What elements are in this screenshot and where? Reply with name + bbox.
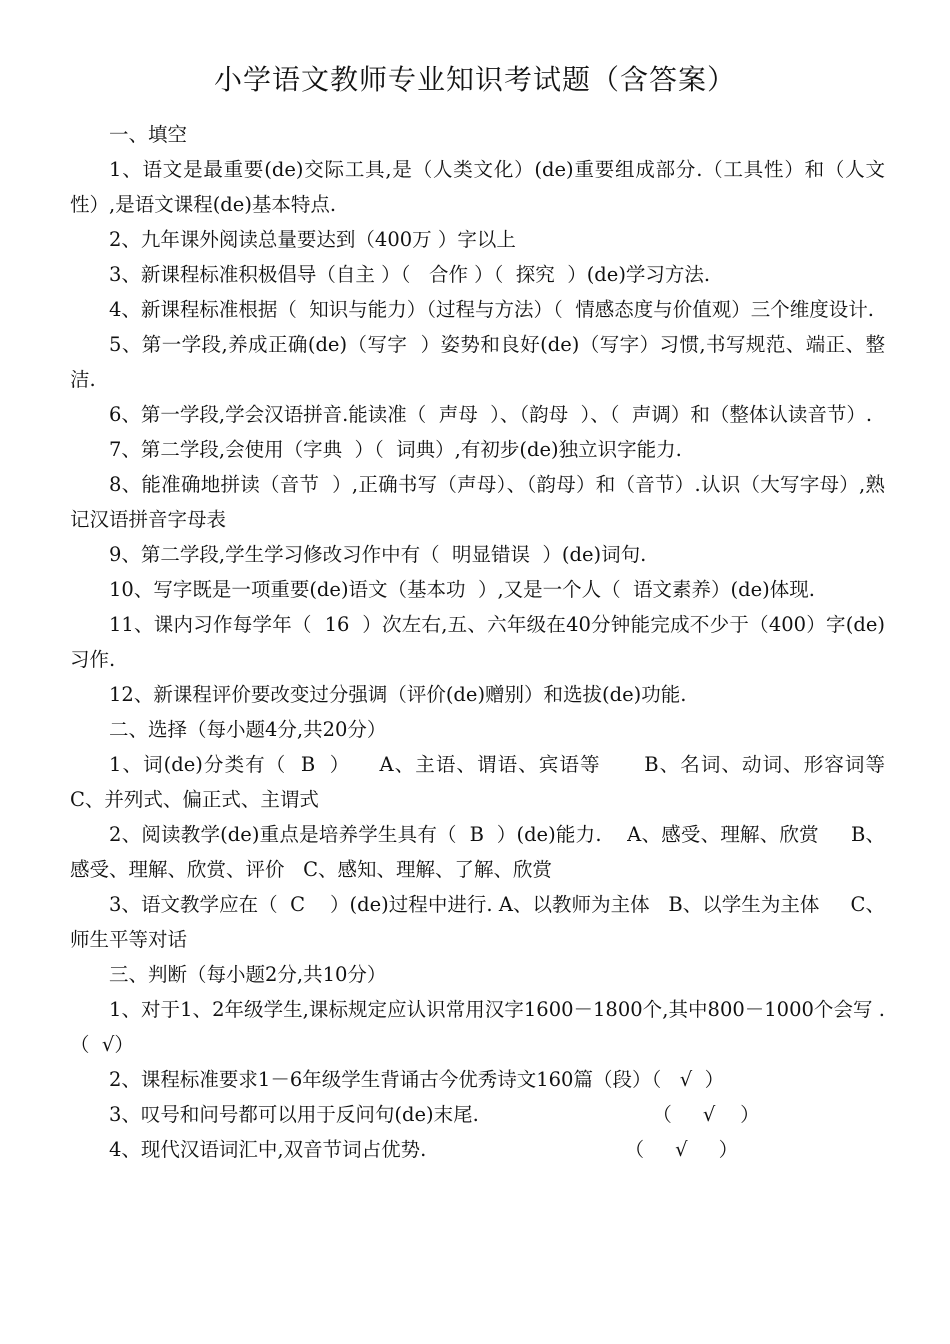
section-heading-judgement: 三、判断（每小题2分,共10分）: [109, 963, 387, 986]
question-paragraph: 5、第一学段,养成正确(de)（写字 ）姿势和良好(de)（写字）习惯,书写规范、端正、整洁.: [70, 333, 885, 391]
question-paragraph: 2、阅读教学(de)重点是培养学生具有（ B ）(de)能力. A、感受、理解、欣赏 B、感受、理解、欣赏、评价 C、感知、理解、了解、欣赏: [70, 823, 885, 881]
document-title: 小学语文教师专业知识考试题（含答案）: [213, 63, 736, 96]
question-paragraph: 2、九年课外阅读总量要达到（400万 ）字以上: [109, 228, 516, 251]
question-paragraph: 9、第二学段,学生学习修改习作中有（ 明显错误 ）(de)词句.: [109, 543, 647, 566]
question-paragraph: 11、课内习作每学年（ 16 ）次左右,五、六年级在40分钟能完成不少于（400）字(de)习作.: [70, 613, 885, 671]
question-paragraph: 3、新课程标准积极倡导（自主 ）（ 合作 ）（ 探究 ）(de)学习方法.: [109, 263, 711, 286]
question-paragraph: 10、写字既是一项重要(de)语文（基本功 ）,又是一个人（ 语文素养）(de)体现.: [109, 578, 815, 601]
question-paragraph: 6、第一学段,学会汉语拼音.能读准（ 声母 ）、（韵母 ）、（ 声调）和（整体认读音节）.: [109, 403, 873, 426]
question-paragraph: 2、课程标准要求1－6年级学生背诵古今优秀诗文160篇（段）（ √ ）: [109, 1068, 725, 1091]
section-heading-choice: 二、选择（每小题4分,共20分）: [109, 718, 387, 741]
question-paragraph: 12、新课程评价要改变过分强调（评价(de)赠别）和选拔(de)功能.: [109, 683, 687, 706]
document-body: [70, 117, 910, 1167]
section-heading-fill-in: 一、填空: [109, 123, 188, 146]
question-paragraph: 4、现代汉语词汇中,双音节词占优势. （ √ ）: [109, 1138, 739, 1161]
question-paragraph: 4、新课程标准根据（ 知识与能力）（过程与方法）（ 情感态度与价值观）三个维度设计.: [109, 298, 874, 321]
question-paragraph: 1、对于1、2年级学生,课标规定应认识常用汉字1600－1800个,其中800－1000个会写 .（ √）: [70, 998, 885, 1056]
question-paragraph: 1、语文是最重要(de)交际工具,是（人类文化）(de)重要组成部分.（工具性）和（人文性）,是语文课程(de)基本特点.: [70, 158, 885, 216]
question-paragraph: 7、第二学段,会使用（字典 ）（ 词典）,有初步(de)独立识字能力.: [109, 438, 682, 461]
question-paragraph: 8、能准确地拼读（音节 ）,正确书写（声母）、（韵母）和（音节）.认识（大写字母）,熟记汉语拼音字母表: [70, 473, 885, 531]
question-paragraph: 1、词(de)分类有（ B ） A、主语、谓语、宾语等 B、名词、动词、形容词等 C、并列式、偏正式、主谓式: [70, 753, 910, 811]
question-paragraph: 3、语文教学应在（ C ）(de)过程中进行. A、以教师为主体 B、以学生为主体 C、师生平等对话: [70, 893, 885, 951]
question-paragraph: 3、叹号和问号都可以用于反问句(de)末尾. （ √ ）: [109, 1103, 760, 1126]
